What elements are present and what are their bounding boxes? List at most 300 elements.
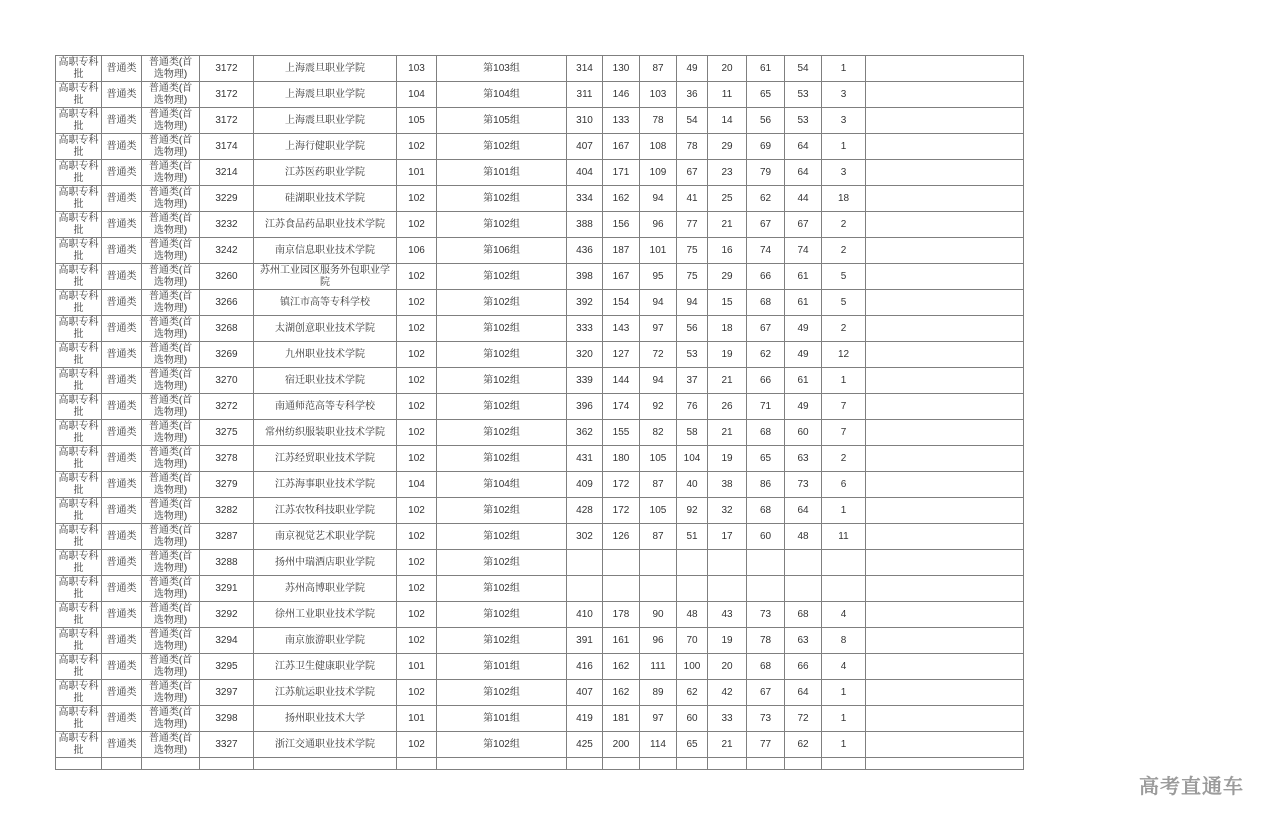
cell-value-8: 1 [822, 134, 866, 160]
cell-value-7: 48 [785, 524, 822, 550]
cell-value-7: 67 [785, 212, 822, 238]
cell-subcategory: 普通类(首选物理) [142, 290, 200, 316]
cell-value-7: 49 [785, 342, 822, 368]
cell-batch: 高职专科批 [56, 186, 102, 212]
cell-subcategory: 普通类(首选物理) [142, 368, 200, 394]
cell-group-label: 第106组 [437, 238, 567, 264]
cell-group-number: 102 [397, 498, 437, 524]
cell-value-8: 7 [822, 394, 866, 420]
cell-subcategory: 普通类(首选物理) [142, 238, 200, 264]
cell-value-7 [785, 576, 822, 602]
cell-group-label: 第103组 [437, 56, 567, 82]
cell-school: 南京信息职业技术学院 [254, 238, 397, 264]
cell-value-2: 162 [603, 186, 640, 212]
cell-subcategory: 普通类(首选物理) [142, 602, 200, 628]
cell-value-8 [822, 550, 866, 576]
cell-subcategory: 普通类(首选物理) [142, 108, 200, 134]
cell-value-8: 5 [822, 290, 866, 316]
cell-value-1: 398 [567, 264, 603, 290]
cell-tail [866, 238, 1024, 264]
cell-group-number: 103 [397, 56, 437, 82]
cell-value-1: 416 [567, 654, 603, 680]
cell-batch: 高职专科批 [56, 576, 102, 602]
cell-school: 江苏卫生健康职业学院 [254, 654, 397, 680]
cell-tail [866, 420, 1024, 446]
cell-value-7: 63 [785, 628, 822, 654]
table-row [56, 186, 1024, 212]
cell-empty [640, 758, 677, 770]
cell-group-number: 102 [397, 732, 437, 758]
cell-value-1: 320 [567, 342, 603, 368]
cell-value-3 [640, 550, 677, 576]
cell-category: 普通类 [102, 680, 142, 706]
cell-value-2: 187 [603, 238, 640, 264]
cell-group-number: 101 [397, 706, 437, 732]
cell-batch: 高职专科批 [56, 56, 102, 82]
cell-value-5: 25 [708, 186, 747, 212]
cell-empty [708, 758, 747, 770]
cell-code: 3266 [200, 290, 254, 316]
cell-tail [866, 82, 1024, 108]
cell-batch: 高职专科批 [56, 82, 102, 108]
cell-category: 普通类 [102, 186, 142, 212]
cell-value-8: 2 [822, 238, 866, 264]
cell-value-4: 75 [677, 264, 708, 290]
cell-value-1: 428 [567, 498, 603, 524]
cell-school: 扬州中瑞酒店职业学院 [254, 550, 397, 576]
cell-value-2: 174 [603, 394, 640, 420]
cell-code: 3268 [200, 316, 254, 342]
cell-code: 3295 [200, 654, 254, 680]
cell-code: 3214 [200, 160, 254, 186]
cell-value-3: 96 [640, 212, 677, 238]
cell-school: 苏州高博职业学院 [254, 576, 397, 602]
cell-subcategory: 普通类(首选物理) [142, 316, 200, 342]
cell-value-5: 33 [708, 706, 747, 732]
cell-group-number: 102 [397, 524, 437, 550]
cell-value-4: 37 [677, 368, 708, 394]
cell-value-2: 156 [603, 212, 640, 238]
cell-value-5: 19 [708, 628, 747, 654]
cell-value-3: 103 [640, 82, 677, 108]
cell-code: 3291 [200, 576, 254, 602]
cell-group-label: 第102组 [437, 186, 567, 212]
cell-group-number: 102 [397, 186, 437, 212]
cell-value-1: 333 [567, 316, 603, 342]
cell-value-2: 155 [603, 420, 640, 446]
cell-batch: 高职专科批 [56, 368, 102, 394]
cell-batch: 高职专科批 [56, 446, 102, 472]
cell-subcategory: 普通类(首选物理) [142, 56, 200, 82]
cell-value-2: 180 [603, 446, 640, 472]
cell-value-3: 87 [640, 56, 677, 82]
cell-value-8: 4 [822, 602, 866, 628]
cell-category: 普通类 [102, 446, 142, 472]
cell-batch: 高职专科批 [56, 212, 102, 238]
cell-subcategory: 普通类(首选物理) [142, 524, 200, 550]
cell-category: 普通类 [102, 602, 142, 628]
cell-group-label: 第102组 [437, 524, 567, 550]
cell-value-3: 87 [640, 524, 677, 550]
cell-value-6: 86 [747, 472, 785, 498]
cell-empty [437, 758, 567, 770]
cell-value-4: 51 [677, 524, 708, 550]
cell-tail [866, 264, 1024, 290]
cell-code: 3294 [200, 628, 254, 654]
cell-category: 普通类 [102, 654, 142, 680]
cell-value-4 [677, 550, 708, 576]
cell-category: 普通类 [102, 134, 142, 160]
cell-value-5: 19 [708, 446, 747, 472]
cell-batch: 高职专科批 [56, 654, 102, 680]
cell-value-8: 1 [822, 706, 866, 732]
cell-school: 江苏海事职业技术学院 [254, 472, 397, 498]
cell-value-5: 21 [708, 420, 747, 446]
cell-tail [866, 628, 1024, 654]
cell-value-7: 61 [785, 368, 822, 394]
cell-category: 普通类 [102, 108, 142, 134]
cell-group-label: 第102组 [437, 446, 567, 472]
cell-group-number: 101 [397, 654, 437, 680]
cell-value-6: 65 [747, 82, 785, 108]
cell-value-2: 178 [603, 602, 640, 628]
cell-value-8: 3 [822, 108, 866, 134]
cell-group-label: 第102组 [437, 602, 567, 628]
cell-group-number: 104 [397, 472, 437, 498]
cell-group-number: 102 [397, 134, 437, 160]
cell-empty [866, 758, 1024, 770]
table-row [56, 316, 1024, 342]
cell-value-6: 56 [747, 108, 785, 134]
cell-batch: 高职专科批 [56, 472, 102, 498]
cell-code: 3272 [200, 394, 254, 420]
table-row [56, 680, 1024, 706]
cell-value-7: 66 [785, 654, 822, 680]
cell-value-6: 66 [747, 368, 785, 394]
table-row [56, 290, 1024, 316]
cell-category: 普通类 [102, 160, 142, 186]
table-row [56, 82, 1024, 108]
cell-value-6: 67 [747, 680, 785, 706]
cell-group-number: 102 [397, 420, 437, 446]
cell-value-7: 49 [785, 316, 822, 342]
cell-value-3: 96 [640, 628, 677, 654]
cell-batch: 高职专科批 [56, 524, 102, 550]
cell-school: 苏州工业园区服务外包职业学院 [254, 264, 397, 290]
cell-value-4: 67 [677, 160, 708, 186]
cell-value-7: 64 [785, 498, 822, 524]
cell-category: 普通类 [102, 498, 142, 524]
cell-value-7: 53 [785, 82, 822, 108]
cell-value-5: 19 [708, 342, 747, 368]
cell-value-3: 90 [640, 602, 677, 628]
cell-code: 3174 [200, 134, 254, 160]
cell-value-5: 21 [708, 212, 747, 238]
cell-value-3: 97 [640, 316, 677, 342]
cell-value-4: 70 [677, 628, 708, 654]
cell-empty [567, 758, 603, 770]
table-row [56, 550, 1024, 576]
cell-empty [822, 758, 866, 770]
empty-bottom-row [56, 758, 1024, 770]
cell-value-6: 67 [747, 212, 785, 238]
cell-value-3: 78 [640, 108, 677, 134]
table-row [56, 160, 1024, 186]
cell-value-3: 82 [640, 420, 677, 446]
cell-tail [866, 446, 1024, 472]
cell-value-4: 92 [677, 498, 708, 524]
cell-value-8 [822, 576, 866, 602]
cell-value-6: 60 [747, 524, 785, 550]
cell-category: 普通类 [102, 706, 142, 732]
watermark: 高考直通车 [1139, 776, 1244, 798]
cell-tail [866, 498, 1024, 524]
cell-subcategory: 普通类(首选物理) [142, 342, 200, 368]
cell-tail [866, 186, 1024, 212]
cell-tail [866, 706, 1024, 732]
cell-value-3: 97 [640, 706, 677, 732]
cell-value-1: 419 [567, 706, 603, 732]
cell-value-6: 69 [747, 134, 785, 160]
cell-group-label: 第102组 [437, 680, 567, 706]
cell-value-1: 339 [567, 368, 603, 394]
cell-subcategory: 普通类(首选物理) [142, 628, 200, 654]
cell-value-1: 407 [567, 680, 603, 706]
cell-value-7: 44 [785, 186, 822, 212]
cell-value-7: 60 [785, 420, 822, 446]
cell-code: 3269 [200, 342, 254, 368]
cell-group-number: 102 [397, 264, 437, 290]
cell-category: 普通类 [102, 56, 142, 82]
cell-code: 3275 [200, 420, 254, 446]
cell-group-label: 第102组 [437, 732, 567, 758]
cell-subcategory: 普通类(首选物理) [142, 394, 200, 420]
table-row [56, 342, 1024, 368]
cell-value-7: 53 [785, 108, 822, 134]
cell-value-4: 54 [677, 108, 708, 134]
cell-batch: 高职专科批 [56, 160, 102, 186]
cell-batch: 高职专科批 [56, 238, 102, 264]
cell-value-6: 77 [747, 732, 785, 758]
cell-value-8: 8 [822, 628, 866, 654]
cell-group-label: 第102组 [437, 212, 567, 238]
cell-empty [142, 758, 200, 770]
cell-group-label: 第102组 [437, 420, 567, 446]
cell-group-number: 102 [397, 680, 437, 706]
cell-value-5: 21 [708, 732, 747, 758]
cell-group-label: 第101组 [437, 160, 567, 186]
cell-school: 扬州职业技术大学 [254, 706, 397, 732]
cell-school: 硅湖职业技术学院 [254, 186, 397, 212]
cell-value-7: 64 [785, 160, 822, 186]
cell-category: 普通类 [102, 576, 142, 602]
cell-school: 南通师范高等专科学校 [254, 394, 397, 420]
cell-value-8: 2 [822, 446, 866, 472]
cell-code: 3260 [200, 264, 254, 290]
cell-school: 江苏食品药品职业技术学院 [254, 212, 397, 238]
cell-value-6: 71 [747, 394, 785, 420]
cell-category: 普通类 [102, 212, 142, 238]
cell-category: 普通类 [102, 316, 142, 342]
cell-value-5: 32 [708, 498, 747, 524]
cell-value-2: 127 [603, 342, 640, 368]
cell-value-6: 73 [747, 706, 785, 732]
cell-value-4: 75 [677, 238, 708, 264]
cell-tail [866, 56, 1024, 82]
cell-value-4: 77 [677, 212, 708, 238]
cell-code: 3172 [200, 56, 254, 82]
table-row [56, 706, 1024, 732]
cell-value-3: 94 [640, 186, 677, 212]
cell-school: 宿迁职业技术学院 [254, 368, 397, 394]
cell-value-7: 54 [785, 56, 822, 82]
cell-value-1: 302 [567, 524, 603, 550]
table-row [56, 654, 1024, 680]
cell-value-5: 11 [708, 82, 747, 108]
cell-value-2: 171 [603, 160, 640, 186]
cell-category: 普通类 [102, 264, 142, 290]
cell-code: 3298 [200, 706, 254, 732]
cell-value-1: 431 [567, 446, 603, 472]
cell-value-1: 388 [567, 212, 603, 238]
cell-subcategory: 普通类(首选物理) [142, 498, 200, 524]
cell-school: 江苏农牧科技职业学院 [254, 498, 397, 524]
table-row [56, 420, 1024, 446]
cell-value-5: 18 [708, 316, 747, 342]
table-row [56, 56, 1024, 82]
cell-code: 3297 [200, 680, 254, 706]
cell-group-number: 104 [397, 82, 437, 108]
cell-empty [56, 758, 102, 770]
cell-value-7: 63 [785, 446, 822, 472]
cell-batch: 高职专科批 [56, 108, 102, 134]
cell-value-2: 172 [603, 472, 640, 498]
cell-category: 普通类 [102, 732, 142, 758]
cell-value-4: 65 [677, 732, 708, 758]
cell-group-number: 102 [397, 550, 437, 576]
cell-code: 3172 [200, 82, 254, 108]
table-row [56, 134, 1024, 160]
cell-value-6: 68 [747, 420, 785, 446]
cell-tail [866, 290, 1024, 316]
cell-code: 3232 [200, 212, 254, 238]
cell-value-2 [603, 550, 640, 576]
cell-empty [785, 758, 822, 770]
cell-value-2: 167 [603, 264, 640, 290]
cell-value-5: 20 [708, 56, 747, 82]
cell-value-5 [708, 576, 747, 602]
cell-value-3: 114 [640, 732, 677, 758]
cell-value-6: 62 [747, 342, 785, 368]
cell-school: 镇江市高等专科学校 [254, 290, 397, 316]
cell-value-2: 126 [603, 524, 640, 550]
cell-tail [866, 576, 1024, 602]
cell-school: 上海行健职业学院 [254, 134, 397, 160]
cell-category: 普通类 [102, 420, 142, 446]
cell-value-3: 94 [640, 368, 677, 394]
cell-group-label: 第102组 [437, 550, 567, 576]
cell-group-label: 第102组 [437, 498, 567, 524]
cell-value-3: 72 [640, 342, 677, 368]
cell-batch: 高职专科批 [56, 134, 102, 160]
cell-group-number: 102 [397, 394, 437, 420]
cell-group-label: 第101组 [437, 706, 567, 732]
table-row [56, 472, 1024, 498]
cell-tail [866, 524, 1024, 550]
cell-subcategory: 普通类(首选物理) [142, 576, 200, 602]
cell-code: 3287 [200, 524, 254, 550]
cell-value-8: 1 [822, 732, 866, 758]
cell-value-2: 154 [603, 290, 640, 316]
cell-value-2: 162 [603, 680, 640, 706]
cell-group-number: 105 [397, 108, 437, 134]
cell-value-8: 7 [822, 420, 866, 446]
cell-value-5: 16 [708, 238, 747, 264]
cell-value-1: 407 [567, 134, 603, 160]
cell-value-8: 11 [822, 524, 866, 550]
cell-school: 浙江交通职业技术学院 [254, 732, 397, 758]
table-row [56, 524, 1024, 550]
cell-value-8: 1 [822, 56, 866, 82]
cell-value-5: 29 [708, 264, 747, 290]
cell-value-6: 79 [747, 160, 785, 186]
cell-group-number: 102 [397, 368, 437, 394]
cell-code: 3278 [200, 446, 254, 472]
cell-value-7: 68 [785, 602, 822, 628]
cell-group-number: 102 [397, 602, 437, 628]
cell-group-label: 第102组 [437, 628, 567, 654]
cell-value-4: 41 [677, 186, 708, 212]
table-row [56, 602, 1024, 628]
cell-value-8: 1 [822, 498, 866, 524]
cell-value-2: 130 [603, 56, 640, 82]
cell-batch: 高职专科批 [56, 706, 102, 732]
cell-subcategory: 普通类(首选物理) [142, 732, 200, 758]
cell-value-7: 74 [785, 238, 822, 264]
cell-value-3: 105 [640, 446, 677, 472]
cell-value-8: 2 [822, 316, 866, 342]
cell-value-4: 36 [677, 82, 708, 108]
cell-group-number: 102 [397, 342, 437, 368]
cell-category: 普通类 [102, 472, 142, 498]
cell-school: 江苏医药职业学院 [254, 160, 397, 186]
cell-subcategory: 普通类(首选物理) [142, 264, 200, 290]
cell-subcategory: 普通类(首选物理) [142, 706, 200, 732]
score-table [55, 55, 1024, 770]
cell-subcategory: 普通类(首选物理) [142, 550, 200, 576]
cell-category: 普通类 [102, 394, 142, 420]
cell-group-label: 第102组 [437, 576, 567, 602]
cell-value-1: 311 [567, 82, 603, 108]
table-row [56, 108, 1024, 134]
cell-school: 江苏经贸职业技术学院 [254, 446, 397, 472]
cell-subcategory: 普通类(首选物理) [142, 134, 200, 160]
cell-tail [866, 342, 1024, 368]
cell-empty [200, 758, 254, 770]
cell-value-2: 181 [603, 706, 640, 732]
cell-value-1: 362 [567, 420, 603, 446]
cell-value-5: 42 [708, 680, 747, 706]
cell-value-8: 5 [822, 264, 866, 290]
cell-value-4: 53 [677, 342, 708, 368]
cell-value-2: 162 [603, 654, 640, 680]
cell-category: 普通类 [102, 238, 142, 264]
cell-school: 上海震旦职业学院 [254, 108, 397, 134]
cell-group-number: 101 [397, 160, 437, 186]
cell-code: 3327 [200, 732, 254, 758]
cell-value-4: 62 [677, 680, 708, 706]
cell-subcategory: 普通类(首选物理) [142, 212, 200, 238]
